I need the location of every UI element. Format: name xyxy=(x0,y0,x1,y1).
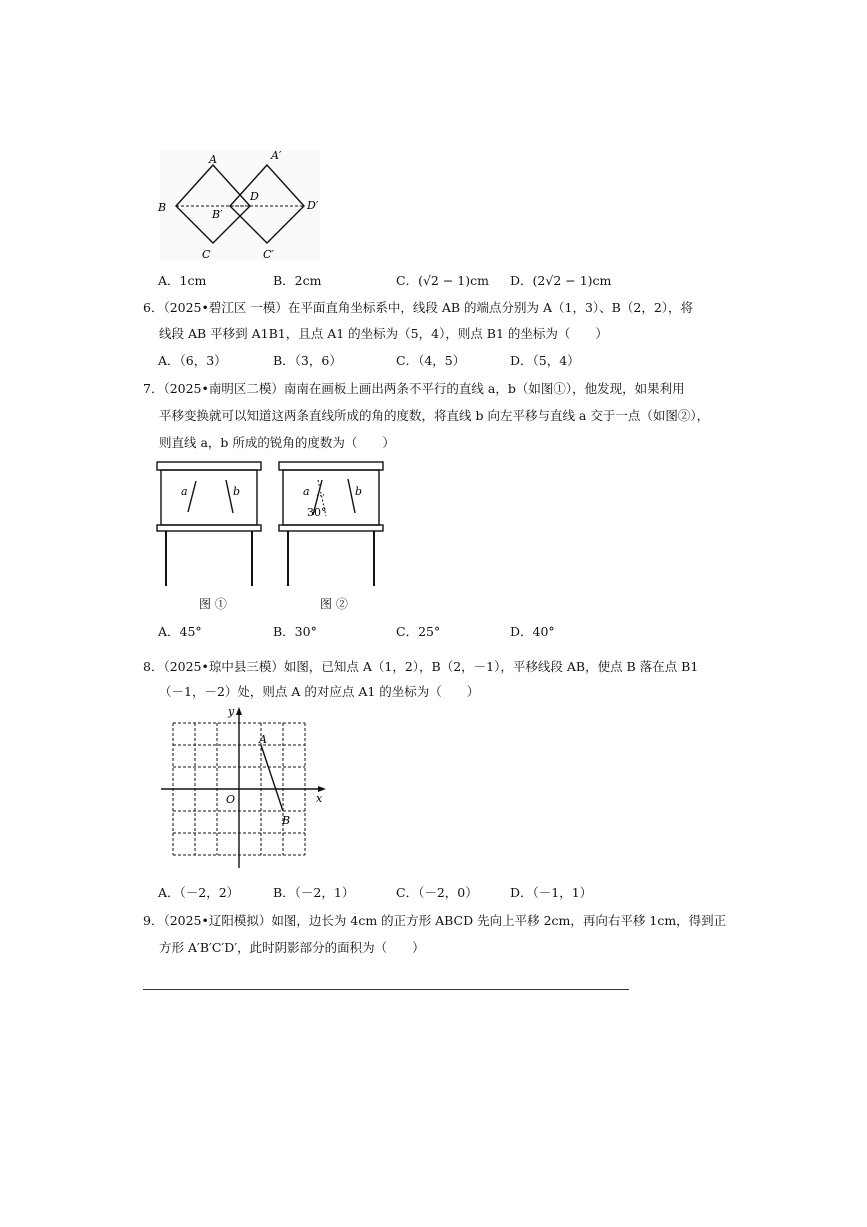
label-a: a xyxy=(303,485,310,498)
q7-stem-line3: 则直线 a，b 所成的锐角的度数为（ ） xyxy=(159,435,395,450)
q7-option-b[interactable]: B．30° xyxy=(273,624,317,639)
point-a-label: A xyxy=(259,733,267,746)
q6-stem-line2: 线段 AB 平移到 A1B1，且点 A1 的坐标为（5，4），则点 B1 的坐标为（ ） xyxy=(159,326,608,341)
line-b xyxy=(226,480,233,513)
q6-stem-line1: 6．（2025•碧江区 一模）在平面直角坐标系中，线段 AB 的端点分别为 A（1，3）、B（2，2），将 xyxy=(143,300,694,315)
label-A-prime: A′ xyxy=(271,149,282,162)
origin-label: O xyxy=(226,793,236,806)
y-axis-label: y xyxy=(228,705,235,718)
q5-option-c[interactable]: C．(√2 − 1)cm xyxy=(396,273,489,288)
q5-option-d[interactable]: D．(2√2 − 1)cm xyxy=(510,273,612,288)
label-b: b xyxy=(233,485,241,498)
label-A: A xyxy=(209,153,217,166)
point-b-label: B xyxy=(282,814,291,827)
q5-option-b[interactable]: B．2cm xyxy=(273,273,322,288)
q7-option-c[interactable]: C．25° xyxy=(396,624,441,639)
q8-coordinate-grid-figure xyxy=(155,702,335,874)
q9-stem-line2: 方形 A′B′C′D′，此时阴影部分的面积为（ ） xyxy=(159,940,425,955)
label-b: b xyxy=(355,485,363,498)
label-D: D xyxy=(250,190,259,203)
label-B-prime: B′ xyxy=(212,208,223,221)
angle-label: 30° xyxy=(307,506,327,519)
q8-stem-line1: 8．（2025•琼中县三模）如图，已知点 A（1，2），B（2，－1），平移线段 AB，使点 B 落在点 B1 xyxy=(143,659,699,674)
page-divider xyxy=(143,989,629,990)
q8-option-c[interactable]: C．（－2，0） xyxy=(396,885,478,900)
label-C-prime: C′ xyxy=(263,248,274,261)
q5-squares-figure xyxy=(150,145,330,265)
q8-option-d[interactable]: D．（－1，1） xyxy=(510,885,593,900)
q7-board-figure-2 xyxy=(276,460,388,590)
x-axis-label: x xyxy=(316,792,323,805)
q6-option-d[interactable]: D．（5，4） xyxy=(510,353,580,368)
q9-stem-line1: 9．（2025•辽阳模拟）如图，边长为 4cm 的正方形 ABCD 先向上平移 2cm，再向右平移 1cm，得到正 xyxy=(143,913,727,928)
q5-option-a[interactable]: A．1cm xyxy=(158,273,207,288)
line-a xyxy=(188,481,196,512)
line-b xyxy=(348,479,355,513)
label-B: B xyxy=(158,201,167,214)
q6-option-a[interactable]: A．（6，3） xyxy=(158,353,227,368)
q6-option-b[interactable]: B．（3，6） xyxy=(273,353,342,368)
label-a: a xyxy=(181,485,188,498)
q7-option-a[interactable]: A．45° xyxy=(158,624,202,639)
segment-ab xyxy=(261,745,283,811)
label-C: C xyxy=(202,248,211,261)
q7-stem-line2: 平移变换就可以知道这两条直线所成的角的度数，将直线 b 向左平移与直线 a 交于一点（如图②）， xyxy=(159,408,710,423)
label-D-prime: D′ xyxy=(307,199,319,212)
q7-stem-line1: 7．（2025•南明区二模）南南在画板上画出两条不平行的直线 a，b（如图①），他发现，如果利用 xyxy=(143,381,685,396)
q7-fig1-caption: 图 ① xyxy=(199,597,227,611)
q7-option-d[interactable]: D．40° xyxy=(510,624,555,639)
q8-option-a[interactable]: A．（－2，2） xyxy=(158,885,240,900)
q8-option-b[interactable]: B．（－2，1） xyxy=(273,885,355,900)
q7-board-figure-1 xyxy=(154,460,266,590)
q6-option-c[interactable]: C．（4，5） xyxy=(396,353,466,368)
q8-stem-line2: （－1，－2）处，则点 A 的对应点 A1 的坐标为（ ） xyxy=(159,684,480,699)
q7-fig2-caption: 图 ② xyxy=(320,597,348,611)
